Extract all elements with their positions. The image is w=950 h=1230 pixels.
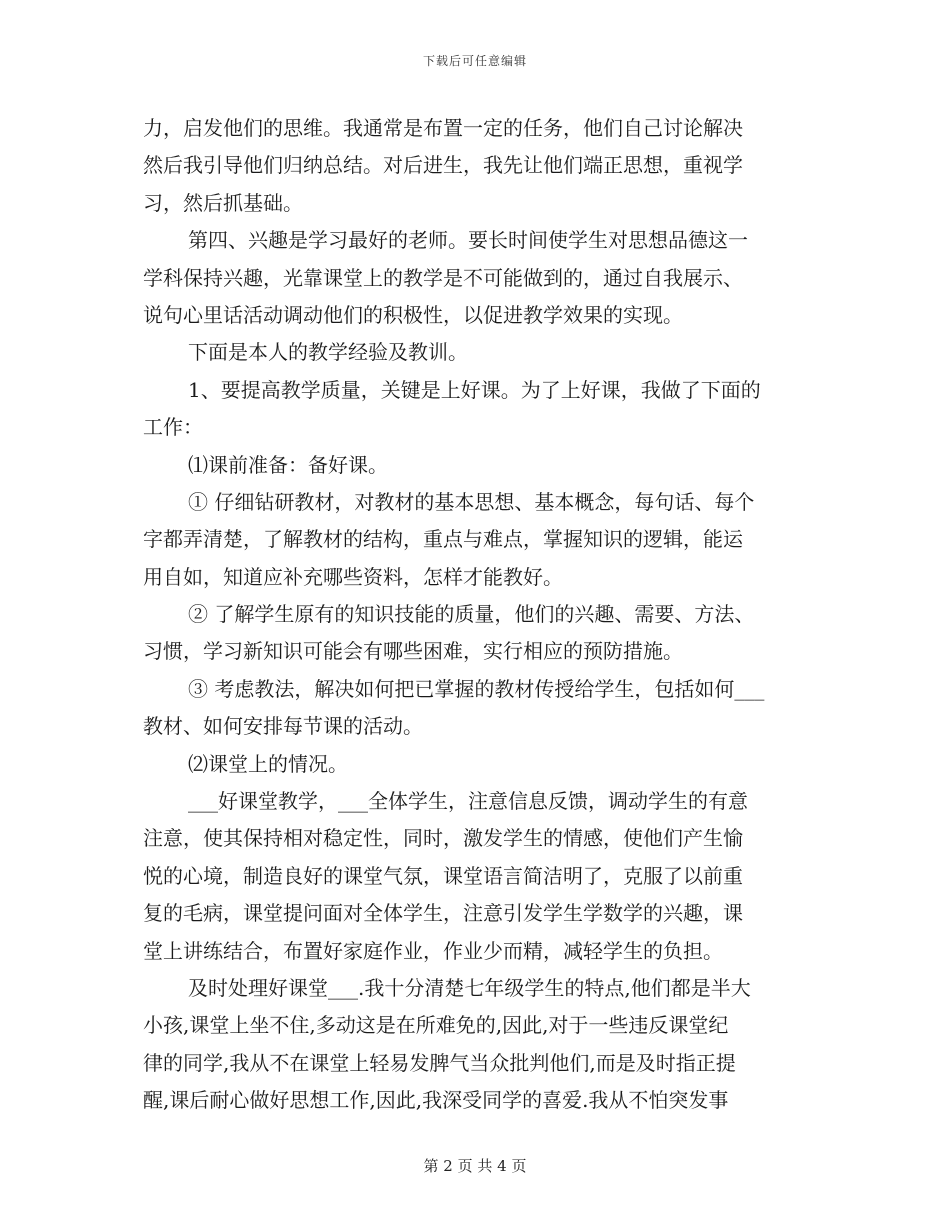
section-heading: ⑵课堂上的情况。 [188,751,348,776]
paragraph-start: 1、要提高教学质量，关键是上好课。为了上好课，我做了下面的 [188,377,761,402]
text-line: 字都弄清楚，了解教材的结构，重点与难点，掌握知识的逻辑，能运 [143,527,743,552]
document-body [143,110,808,1120]
paragraph-start: ② 了解学生原有的知识技能的质量，他们的兴趣、需要、方法、 [188,602,755,627]
text-line: 工作： [143,415,203,440]
paragraph-start: ① 仔细钻研教材，对教材的基本思想、基本概念，每句话、每个 [188,489,755,514]
text-line: 注意，使其保持相对稳定性，同时，激发学生的情感，使他们产生愉 [143,826,743,851]
text-line: 习，然后抓基础。 [143,190,303,215]
text-line: 学科保持兴趣，光靠课堂上的教学是不可能做到的，通过自我展示、 [143,265,743,290]
text-line: 律的同学,我从不在课堂上轻易发脾气当众批判他们,而是及时指正提 [143,1050,736,1075]
section-heading: ⑴课前准备：备好课。 [188,452,388,477]
text-line: 说句心里话活动调动他们的积极性，以促进教学效果的实现。 [143,302,683,327]
paragraph-start: 下面是本人的教学经验及教训。 [188,340,468,365]
text-line: 醒,课后耐心做好思想工作,因此,我深受同学的喜爱.我从不怕突发事 [143,1088,729,1113]
text-line: 用自如，知道应补充哪些资料，怎样才能教好。 [143,564,563,589]
paragraph-start: 第四、兴趣是学习最好的老师。要长时间使学生对思想品德这一 [188,228,748,253]
text-line: 堂上讲练结合，布置好家庭作业，作业少而精，减轻学生的负担。 [143,938,723,963]
text-line: 小孩,课堂上坐不住,多动这是在所难免的,因此,对于一些违反课堂纪 [143,1013,729,1038]
page-header: 下载后可任意编辑 [422,54,527,68]
text-line: 教材、如何安排每节课的活动。 [143,714,423,739]
text-line: 然后我引导他们归纳总结。对后进生，我先让他们端正思想，重视学 [143,153,743,178]
paragraph-start: ___好课堂教学，___全体学生，注意信息反馈，调动学生的有意 [188,789,748,814]
paragraph-start: ③ 考虑教法，解决如何把已掌握的教材传授给学生，包括如何___ [188,676,765,701]
page-footer: 第 2 页 共 4 页 [423,1157,527,1175]
paragraph-start: 及时处理好课堂___.我十分清楚七年级学生的特点,他们都是半大 [188,975,751,1000]
text-line: 悦的心境，制造良好的课堂气氛，课堂语言简洁明了，克服了以前重 [143,863,743,888]
text-line: 复的毛病，课堂提问面对全体学生，注意引发学生学数学的兴趣，课 [143,901,743,926]
text-line: 力，启发他们的思维。我通常是布置一定的任务，他们自己讨论解决 [143,116,743,140]
text-line: 习惯，学习新知识可能会有哪些困难，实行相应的预防措施。 [143,639,683,664]
